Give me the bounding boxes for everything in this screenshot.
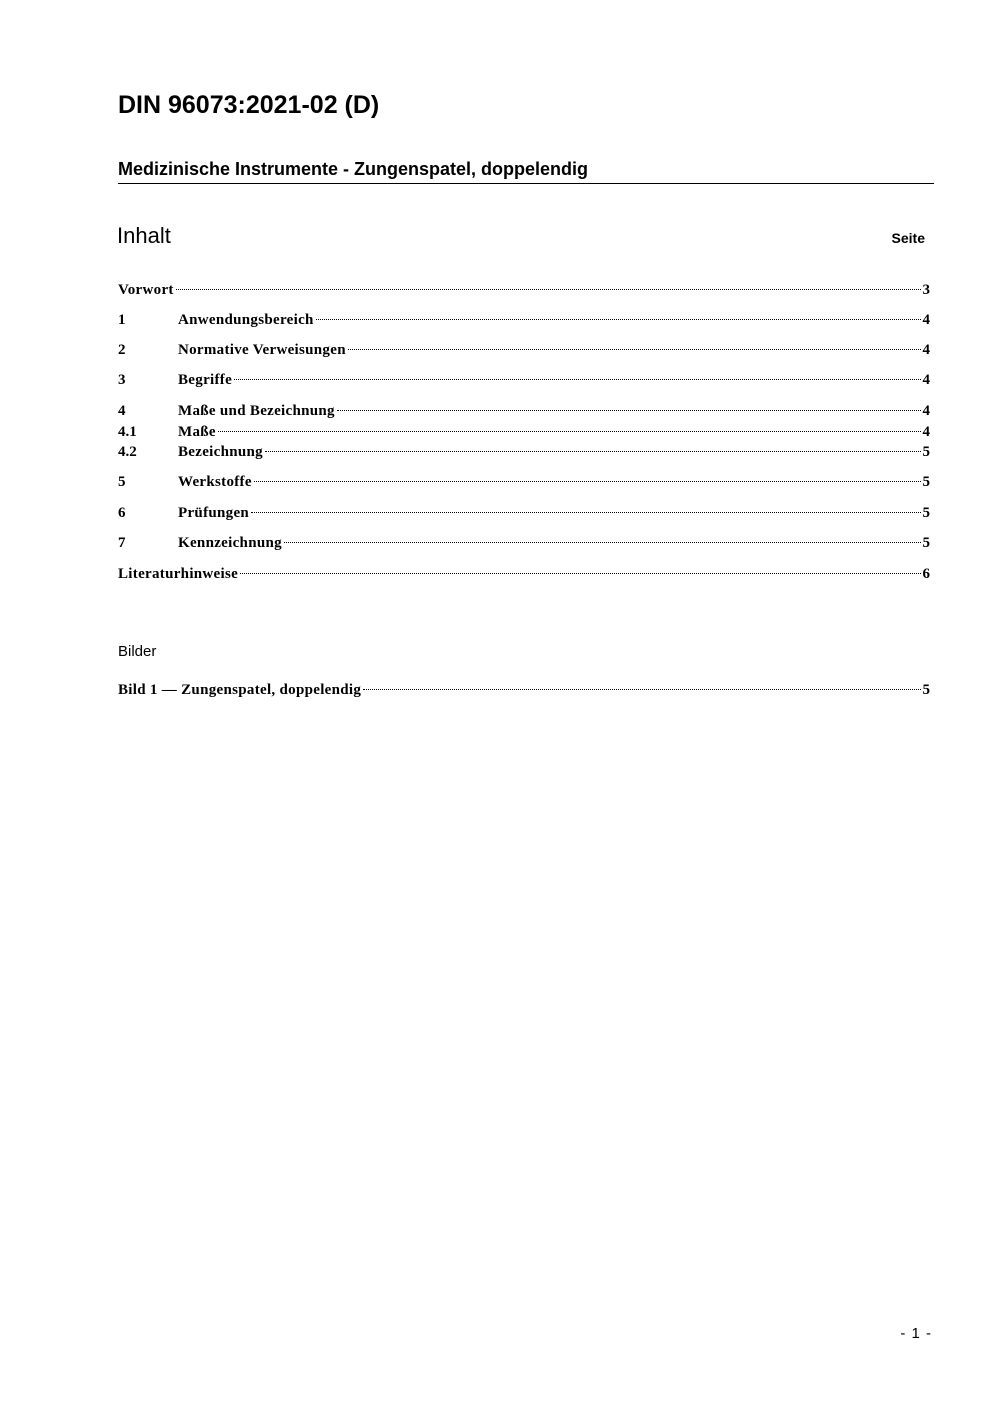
toc-leader bbox=[240, 573, 920, 574]
toc-leader bbox=[348, 349, 921, 350]
toc-leader bbox=[337, 410, 921, 411]
document-subtitle: Medizinische Instrumente - Zungenspatel, doppelendig bbox=[118, 158, 934, 184]
toc-entry-number: 6 bbox=[118, 505, 126, 521]
toc-entry-text: Prüfungen bbox=[178, 505, 250, 521]
toc-entry-text: Begriffe bbox=[178, 372, 233, 388]
toc-entry-page: 4 bbox=[922, 403, 930, 419]
toc-entry-page: 4 bbox=[922, 312, 930, 328]
toc-leader bbox=[265, 451, 921, 452]
toc-entry-page: 5 bbox=[922, 535, 930, 551]
toc-entry-number: 4 bbox=[118, 403, 126, 419]
toc-entry-number: 2 bbox=[118, 342, 126, 358]
toc-entry-1[interactable] bbox=[118, 310, 930, 330]
toc-entry-page: 5 bbox=[922, 444, 930, 460]
toc-leader bbox=[363, 689, 920, 690]
toc-entry-text: Vorwort bbox=[118, 282, 174, 298]
toc-entry-text: Werkstoffe bbox=[178, 474, 252, 490]
toc-entry-page: 3 bbox=[922, 282, 930, 298]
toc-leader bbox=[234, 379, 920, 380]
toc-entry-number: 5 bbox=[118, 474, 126, 490]
toc-leader bbox=[284, 542, 921, 543]
toc-entry-number: 3 bbox=[118, 372, 126, 388]
toc-entry-page: 5 bbox=[922, 505, 930, 521]
toc-entry-5[interactable] bbox=[118, 472, 930, 492]
figure-entry-text: Bild 1 — Zungenspatel, doppelendig bbox=[118, 682, 362, 698]
toc-entry-number: 7 bbox=[118, 535, 126, 551]
toc-leader bbox=[316, 319, 921, 320]
document-title: DIN 96073:2021-02 (D) bbox=[118, 91, 380, 119]
toc-entry-4[interactable] bbox=[118, 401, 930, 421]
toc-entry-2[interactable] bbox=[118, 340, 930, 360]
page-number: - 1 - bbox=[900, 1325, 932, 1342]
figure-entry-page: 5 bbox=[922, 682, 930, 698]
toc-heading: Inhalt bbox=[117, 223, 171, 248]
toc-entry-page: 4 bbox=[922, 372, 930, 388]
figures-heading: Bilder bbox=[118, 643, 157, 660]
toc-entry-6[interactable] bbox=[118, 503, 930, 523]
toc-entry-text: Normative Verweisungen bbox=[178, 342, 346, 358]
figure-entry-1[interactable] bbox=[118, 680, 930, 700]
toc-entry-3[interactable] bbox=[118, 370, 930, 390]
toc-leader bbox=[251, 512, 920, 513]
toc-entry-text: Literaturhinweise bbox=[118, 566, 239, 582]
toc-entry-7[interactable] bbox=[118, 533, 930, 553]
toc-entry-vorwort[interactable] bbox=[118, 280, 930, 300]
toc-leader bbox=[254, 481, 921, 482]
toc-entry-text: Bezeichnung bbox=[178, 444, 263, 460]
toc-entry-literaturhinweise[interactable] bbox=[118, 564, 930, 584]
toc-entry-page: 6 bbox=[922, 566, 930, 582]
toc-entry-4-1[interactable] bbox=[118, 422, 930, 442]
toc-page-label: Seite bbox=[891, 230, 925, 246]
toc-entry-text: Kennzeichnung bbox=[178, 535, 282, 551]
toc-entry-number: 4.1 bbox=[118, 424, 137, 440]
toc-entry-page: 5 bbox=[922, 474, 930, 490]
toc-entry-text: Anwendungsbereich bbox=[178, 312, 314, 328]
toc-entry-page: 4 bbox=[922, 342, 930, 358]
toc-entry-number: 1 bbox=[118, 312, 126, 328]
toc-entry-text: Maße und Bezeichnung bbox=[178, 403, 335, 419]
toc-leader bbox=[218, 431, 921, 432]
toc-entry-text: Maße bbox=[178, 424, 216, 440]
toc-leader bbox=[176, 289, 921, 290]
toc-entry-number: 4.2 bbox=[118, 444, 137, 460]
toc-entry-page: 4 bbox=[922, 424, 930, 440]
toc-entry-4-2[interactable] bbox=[118, 442, 930, 462]
